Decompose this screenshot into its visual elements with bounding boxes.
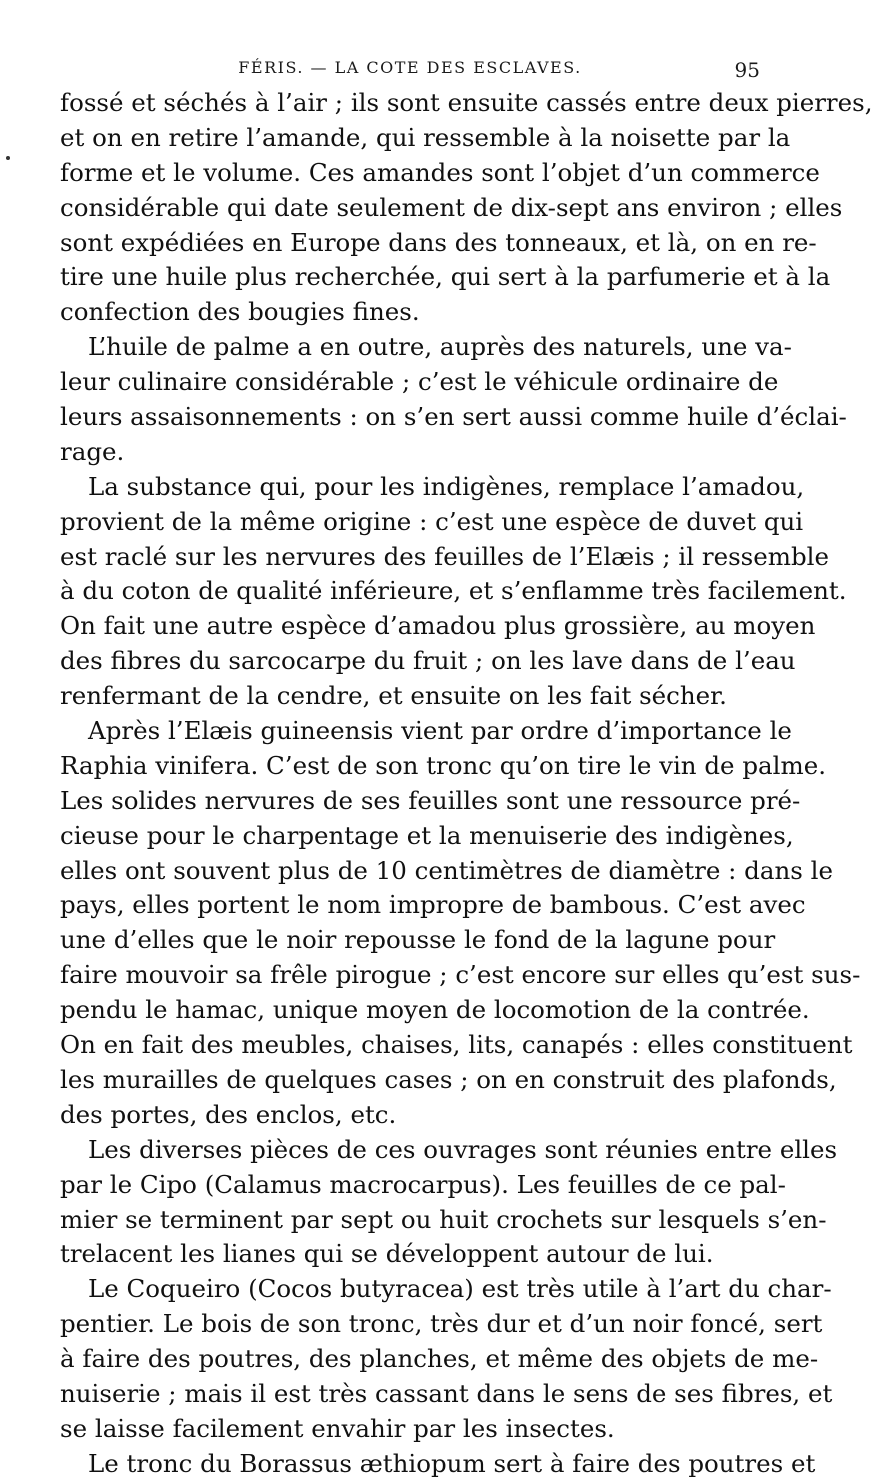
text-line: La substance qui, pour les indigènes, remplace l’amadou, — [88, 471, 805, 501]
text-line: considérable qui date seulement de dix-sept ans environ ; elles — [60, 192, 843, 222]
text-line: renfermant de la cendre, et ensuite on les fait sécher. — [60, 681, 727, 711]
text-line: mier se terminent par sept ou huit crochets sur lesquels s’en- — [60, 1204, 827, 1234]
text-line: des portes, des enclos, etc. — [60, 1099, 397, 1129]
text-line: à faire des poutres, des planches, et même des objets de me- — [60, 1344, 819, 1374]
text-line: se laisse facilement envahir par les insectes. — [60, 1413, 615, 1443]
text-line: L’huile de palme a en outre, auprès des naturels, une va- — [88, 332, 792, 362]
text-line: elles ont souvent plus de 10 centimètres de diamètre : dans le — [60, 855, 833, 885]
body-text — [60, 86, 873, 1482]
text-line: Le Coqueiro (Cocos butyracea) est très utile à l’art du char- — [88, 1274, 832, 1304]
text-line: confection des bougies fines. — [60, 297, 420, 327]
text-line: leurs assaisonnements : on s’en sert aussi comme huile d’éclai- — [60, 402, 847, 432]
text-line: leur culinaire considérable ; c’est le véhicule ordinaire de — [60, 367, 779, 397]
text-line: faire mouvoir sa frêle pirogue ; c’est encore sur elles qu’est sus- — [60, 960, 861, 990]
running-head — [60, 58, 760, 88]
text-line: sont expédiées en Europe dans des tonneaux, et là, on en re- — [60, 227, 817, 257]
text-line: Après l’Elæis guineensis vient par ordre d’importance le — [88, 716, 792, 746]
text-line: On en fait des meubles, chaises, lits, canapés : elles constituent — [60, 1030, 853, 1060]
text-line: pays, elles portent le nom impropre de bambous. C’est avec — [60, 890, 806, 920]
text-line: pentier. Le bois de son tronc, très dur et d’un noir foncé, sert — [60, 1309, 823, 1339]
text-line: trelacent les lianes qui se développent autour de lui. — [60, 1239, 714, 1269]
text-line: les murailles de quelques cases ; on en construit des plafonds, — [60, 1064, 837, 1094]
text-line: Raphia vinifera. C’est de son tronc qu’on tire le vin de palme. — [60, 750, 826, 780]
text-line: est raclé sur les nervures des feuilles de l’Elæis ; il ressemble — [60, 541, 829, 571]
text-line: Les solides nervures de ses feuilles sont une ressource pré- — [60, 785, 801, 815]
text-line: rage. — [60, 436, 125, 466]
text-line: par le Cipo (Calamus macrocarpus). Les feuilles de ce pal- — [60, 1169, 786, 1199]
running-title: FÉRIS. — LA COTE DES ESCLAVES. — [238, 58, 582, 77]
text-line: cieuse pour le charpentage et la menuiserie des indigènes, — [60, 820, 794, 850]
text-line: pendu le hamac, unique moyen de locomotion de la contrée. — [60, 995, 810, 1025]
text-line: des fibres du sarcocarpe du fruit ; on les lave dans de l’eau — [60, 646, 796, 676]
text-line: On fait une autre espèce d’amadou plus grossière, au moyen — [60, 611, 816, 641]
text-line: à du coton de qualité inférieure, et s’enflamme très facilement. — [60, 576, 847, 606]
text-line: Le tronc du Borassus æthiopum sert à faire des poutres et — [88, 1448, 816, 1478]
text-line: provient de la même origine : c’est une espèce de duvet qui — [60, 506, 804, 536]
text-line: et on en retire l’amande, qui ressemble à la noisette par la — [60, 122, 791, 152]
page-number: 95 — [734, 58, 760, 82]
margin-mark — [6, 156, 10, 160]
text-line: fossé et séchés à l’air ; ils sont ensuite cassés entre deux pierres, — [60, 88, 873, 117]
text-line: forme et le volume. Ces amandes sont l’objet d’un commerce — [60, 157, 820, 187]
text-line: nuiserie ; mais il est très cassant dans le sens de ses fibres, et — [60, 1378, 833, 1408]
text-line: tire une huile plus recherchée, qui sert à la parfumerie et à la — [60, 262, 831, 292]
text-line: Les diverses pièces de ces ouvrages sont réunies entre elles — [88, 1134, 838, 1164]
text-line: une d’elles que le noir repousse le fond de la lagune pour — [60, 925, 776, 955]
